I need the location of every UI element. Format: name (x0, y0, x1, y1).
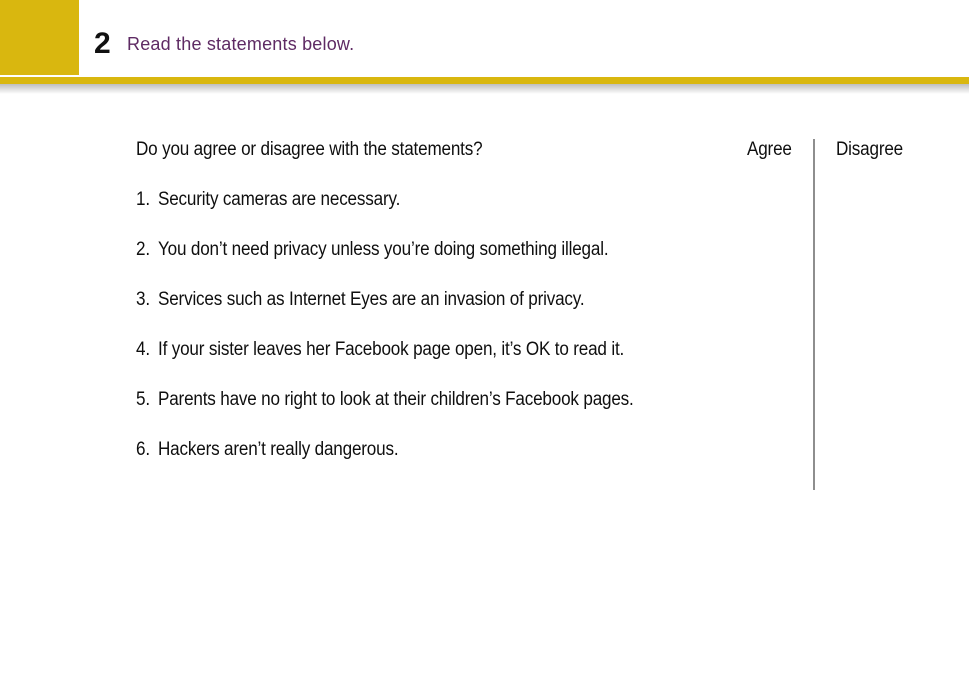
accent-square (0, 0, 79, 75)
statement-row (136, 338, 816, 362)
statement-text: Parents have no right to look at their children’s Facebook pages. (158, 389, 634, 410)
header-rule-shadow (0, 84, 969, 94)
statement-row (136, 438, 816, 462)
statement-text: You don’t need privacy unless you’re doing something illegal. (158, 239, 609, 260)
statement-number: 4. (136, 339, 150, 360)
statement-text: Hackers aren’t really dangerous. (158, 439, 399, 460)
exercise-instruction: Read the statements below. (127, 34, 355, 54)
agree-label: Agree (747, 139, 792, 160)
statement-text: Security cameras are necessary. (158, 189, 401, 210)
exercise-number: 2 (94, 27, 111, 60)
statement-row (136, 238, 816, 262)
statement-number: 1. (136, 189, 150, 210)
prompt-line (136, 138, 521, 162)
statement-number: 2. (136, 239, 150, 260)
statement-number: 5. (136, 389, 150, 410)
statement-number: 6. (136, 439, 150, 460)
statement-number: 3. (136, 289, 150, 310)
statement-text: Services such as Internet Eyes are an invasion of privacy. (158, 289, 585, 310)
header-rule (0, 77, 969, 84)
column-header-agree (747, 138, 797, 162)
prompt-text: Do you agree or disagree with the statements? (136, 139, 483, 160)
column-header-disagree (836, 138, 910, 162)
disagree-label: Disagree (836, 139, 903, 160)
statement-row (136, 188, 816, 212)
statement-row (136, 288, 816, 312)
statement-text: If your sister leaves her Facebook page open, it’s OK to read it. (158, 339, 625, 360)
statement-row (136, 388, 816, 412)
